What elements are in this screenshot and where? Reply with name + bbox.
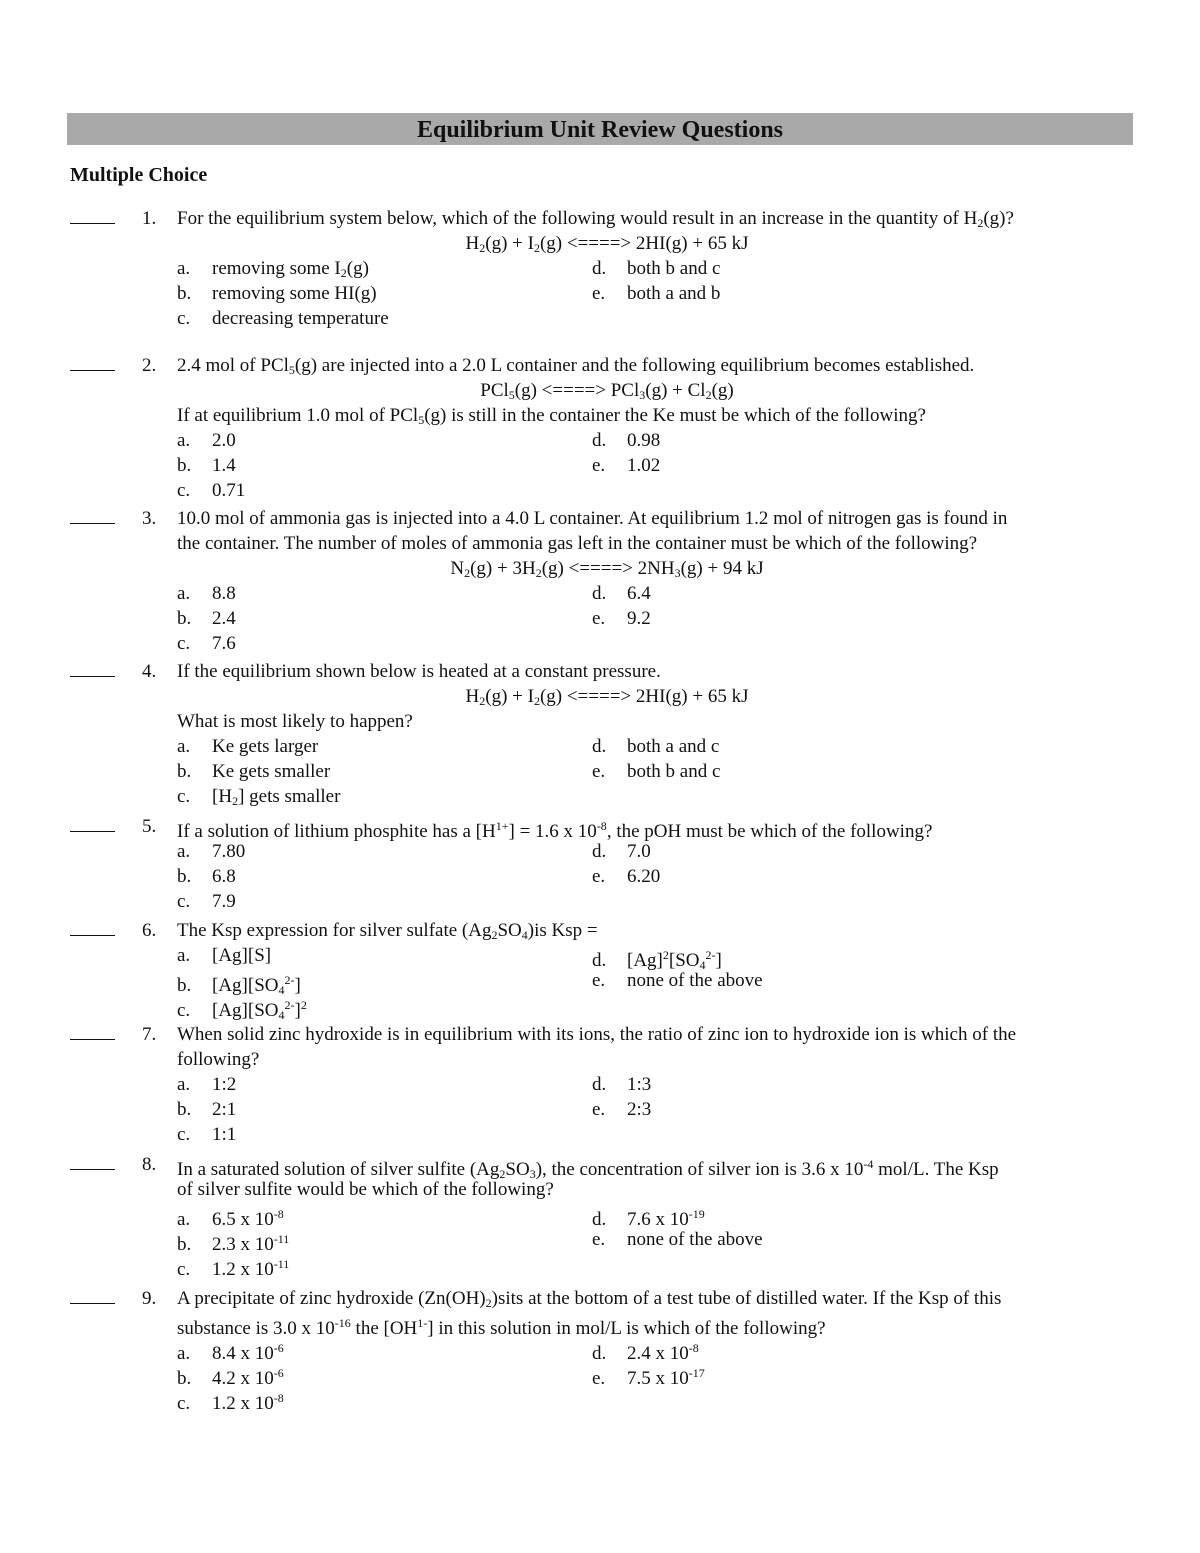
question-4 [70,659,1140,809]
question-text: 2.4 mol of PCl$_5$(g) are injected into a 2.0 L container and the following equilibrium becomes established. [177,355,975,377]
answer-blank[interactable] [70,814,115,832]
option-d: d. 7.6 x $10^{-19}$ [592,1207,705,1230]
question-text: For the equilibrium system below, which of the following would result in an increase in the quantity of $H_2(g)$? [177,208,1014,230]
question-number: 8. [142,1154,157,1175]
equation: PCl$_5$(g) <====> $PCl_3(g) + Cl_2(g)$ [480,380,734,402]
question-3 [70,506,1140,656]
option-e: e. 9.2 [592,608,651,629]
option-a: a. 6.5 x $10^{-8}$ [177,1207,284,1230]
option-e: e. 1.02 [592,455,661,476]
question-number: 5. [142,816,157,837]
answer-blank[interactable] [70,918,115,936]
option-a: a. 1:2 [177,1074,237,1095]
question-5 [70,814,1140,914]
question-text-line-2: If at equilibrium 1.0 mol of PCl$_5$(g) is still in the container the Ke must be which of the following? [177,405,926,427]
option-e: e. 7.5 x $10^{-17}$ [592,1366,705,1389]
option-a: a. Ke gets larger [177,736,319,757]
question-8 [70,1152,1140,1280]
answer-blank[interactable] [70,1286,115,1304]
option-c: c. 1.2 x $10^{-11}$ [177,1257,290,1280]
section-heading: Multiple Choice [70,164,208,186]
option-e: e. both a and b [592,283,721,304]
option-e: e. 2:3 [592,1099,652,1120]
option-c: c. 0.71 [177,480,246,501]
question-text-line-2: following? [177,1049,260,1070]
option-d: d. $[Ag]^2[SO_4^{2-}]$ [592,948,722,972]
question-text-line-2: substance is 3.0 x $10^{-16}$ the $[OH^{1-}]$ in this solution in mol/L is which of the following? [177,1316,826,1339]
answer-blank[interactable] [70,1152,115,1170]
question-9 [70,1286,1140,1414]
question-text-line-2: What is most likely to happen? [177,711,413,732]
page-title: Equilibrium Unit Review Questions [67,113,1133,145]
answer-blank[interactable] [70,353,115,371]
option-d: d. both a and c [592,736,720,757]
option-c: c. $[H_2]$ gets smaller [177,786,341,808]
answer-blank[interactable] [70,1022,115,1040]
option-c: c. 1:1 [177,1124,237,1145]
question-7 [70,1022,1140,1147]
question-number: 9. [142,1288,157,1309]
option-a: a. 7.80 [177,841,246,862]
option-e: e. none of the above [592,1229,763,1250]
option-d: d. 1:3 [592,1074,652,1095]
question-number: 2. [142,355,157,376]
question-1 [70,206,1140,331]
option-a: a. 8.4 x $10^{-6}$ [177,1341,284,1364]
answer-blank[interactable] [70,506,115,524]
question-number: 1. [142,208,157,229]
option-b: b. removing some HI(g) [177,283,377,304]
option-b: b. 1.4 [177,455,236,476]
question-text: In a saturated solution of silver sulfite $(Ag_2SO_3)$, the concentration of silver ion is 3.6 x $10^{-4}$ mol/L. The Ksp [177,1157,999,1181]
question-number: 4. [142,661,157,682]
equation: $H_2(g) + I_2(g)$ <====> 2HI(g) + 65 kJ [465,233,749,255]
question-text: A precipitate of zinc hydroxide $(Zn(OH)_2)sits$ at the bottom of a test tube of distilled water. If the Ksp of this [177,1288,1002,1310]
option-b: b. 6.8 [177,866,236,887]
option-e: e. both b and c [592,761,721,782]
option-a: a. [Ag][S] [177,945,272,966]
option-b: b. 2.3 x $10^{-11}$ [177,1232,290,1255]
option-e: e. 6.20 [592,866,661,887]
option-d: d. 0.98 [592,430,661,451]
question-text-line-2: of silver sulfite would be which of the following? [177,1179,554,1200]
question-number: 6. [142,920,157,941]
equation: $N_2(g) + 3H_2(g)$ <====> $2NH_3(g) + 94$ kJ [450,558,764,580]
option-d: d. both b and c [592,258,721,279]
option-c: c. 1.2 x $10^{-8}$ [177,1391,284,1414]
equation: $H_2(g) + I_2(g)$ <====> 2HI(g) + 65 kJ [465,686,749,708]
question-number: 3. [142,508,157,529]
option-d: d. 7.0 [592,841,651,862]
option-e: e. none of the above [592,970,763,991]
question-6 [70,918,1140,1022]
option-b: b. 2.4 [177,608,236,629]
answer-blank[interactable] [70,659,115,677]
answer-blank[interactable] [70,206,115,224]
option-d: d. 2.4 x $10^{-8}$ [592,1341,699,1364]
option-d: d. 6.4 [592,583,651,604]
option-c: c. $[Ag][SO_4^{2-}]^2$ [177,998,307,1022]
option-c: c. decreasing temperature [177,308,389,329]
option-a: a. removing some $I_2(g)$ [177,258,369,280]
option-a: a. 8.8 [177,583,236,604]
question-number: 7. [142,1024,157,1045]
question-text: 10.0 mol of ammonia gas is injected into a 4.0 L container. At equilibrium 1.2 mol of nitrogen gas is found in [177,508,1008,529]
option-c: c. 7.9 [177,891,236,912]
option-b: b. 2:1 [177,1099,237,1120]
option-b: b. Ke gets smaller [177,761,331,782]
option-c: c. 7.6 [177,633,236,654]
option-a: a. 2.0 [177,430,236,451]
question-text: The Ksp expression for silver sulfate $(Ag_2SO_4)is$ Ksp = [177,920,598,942]
option-b: b. $[Ag][SO_4^{2-}]$ [177,973,301,997]
question-text-line-2: the container. The number of moles of ammonia gas left in the container must be which of the following? [177,533,978,554]
question-text: If a solution of lithium phosphite has a $[H^{1+}] = 1.6$ x $10^{-8}$, the pOH must be which of the following? [177,819,933,842]
option-b: b. 4.2 x $10^{-6}$ [177,1366,284,1389]
question-2 [70,353,1140,503]
question-text: When solid zinc hydroxide is in equilibrium with its ions, the ratio of zinc ion to hydroxide ion is which of the [177,1024,1017,1045]
question-text: If the equilibrium shown below is heated at a constant pressure. [177,661,661,682]
